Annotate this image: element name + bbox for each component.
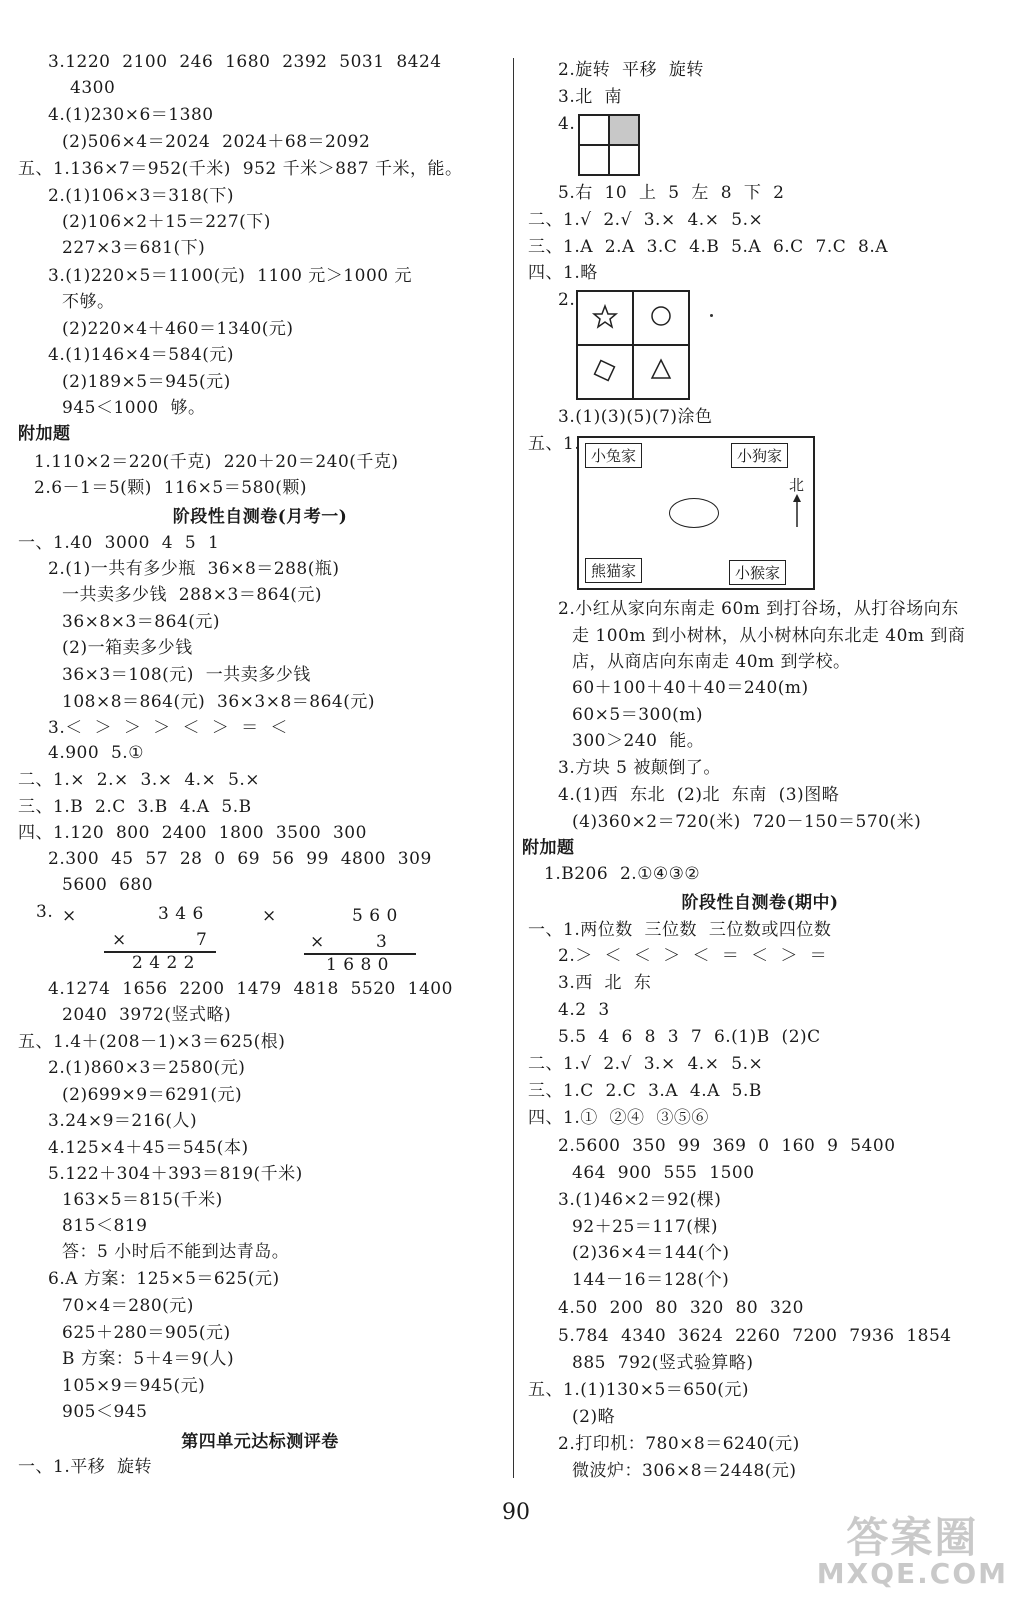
page-number: 90	[502, 1500, 530, 1525]
answer-line: (2)220×4＋460＝1340(元)	[62, 319, 294, 339]
answer-line: 2.300 45 57 28 0 69 56 99 4800 309	[48, 849, 432, 869]
section-title: 阶段性自测卷(期中)	[681, 893, 839, 913]
left-column	[0, 0, 500, 1500]
watermark-url: MXQE.COM	[816, 1557, 1008, 1590]
section-title: 第四单元达标测评卷	[181, 1432, 339, 1452]
answer-line: 走 100m 到小树林，从小树林向东北走 40m 到商	[572, 626, 966, 646]
answer-line: 3.(1)(3)(5)(7)涂色	[558, 407, 713, 427]
star-icon	[594, 306, 616, 327]
answer-line: 5600 680	[62, 875, 154, 895]
answer-line: 300＞240 能。	[572, 731, 705, 751]
answer-line: 105×9＝945(元)	[62, 1376, 206, 1396]
answer-line: (2)106×2＋15＝227(下)	[62, 212, 271, 232]
answer-line: 4.(1)西 东北 (2)北 东南 (3)图略	[558, 785, 840, 805]
answer-line: 163×5＝815(千米)	[62, 1190, 223, 1210]
dot-mark	[710, 314, 713, 317]
answer-line: 5.122＋304＋393＝819(千米)	[48, 1164, 303, 1184]
answer-line: 2.(1)860×3＝2580(元)	[48, 1058, 246, 1078]
calc-a-top: 3 4 6	[158, 904, 204, 924]
watermark-logo	[817, 1505, 1008, 1590]
vertical-calc-label: 3.	[36, 902, 54, 922]
answer-line: 3.(1)220×5＝1100(元) 1100 元＞1000 元	[48, 266, 412, 286]
answer-line: 一、1.40 3000 4 5 1	[18, 533, 220, 553]
answer-line: 108×8＝864(元) 36×3×8＝864(元)	[62, 692, 375, 712]
answer-line: 五、1.	[528, 434, 581, 454]
answer-line: (4)360×2＝720(米) 720－150＝570(米)	[572, 812, 922, 832]
answer-line: 3.＜ ＞ ＞ ＞ ＜ ＞ ＝ ＜	[48, 718, 288, 738]
answer-line: 60×5＝300(m)	[572, 705, 704, 725]
calc-b-bottom: 3	[376, 932, 388, 952]
answer-line: 1.110×2＝220(千克) 220＋20＝240(千克)	[34, 452, 399, 472]
answer-line: 五、1.136×7＝952(千米) 952 千米＞887 千米，能。	[18, 159, 463, 179]
answer-line: B 方案：5＋4＝9(人)	[62, 1349, 235, 1369]
answer-line: 4.(1)230×6＝1380	[48, 105, 214, 125]
answer-line: 2.＞ ＜ ＜ ＞ ＜ ＝ ＜ ＞ ＝	[558, 946, 828, 966]
answer-line: 5.784 4340 3624 2260 7200 7936 1854	[558, 1326, 952, 1346]
answer-line: 227×3＝681(下)	[62, 238, 206, 258]
calc-a-bottom: 7	[196, 930, 208, 950]
answer-line: 不够。	[62, 292, 115, 312]
answer-line: 905＜945	[62, 1402, 148, 1422]
answer-line: 附加题	[522, 838, 575, 858]
answer-line: 2.(1)106×3＝318(下)	[48, 186, 235, 206]
ellipse-shape	[669, 498, 719, 528]
answer-line: 2.打印机：780×8＝6240(元)	[558, 1434, 800, 1454]
answer-line: 6.A 方案：125×5＝625(元)	[48, 1269, 280, 1289]
vertical-calc-sign-2: ×	[262, 906, 277, 926]
answer-line: (2)699×9＝6291(元)	[62, 1085, 243, 1105]
answer-line: 4.1274 1656 2200 1479 4818 5520 1400	[48, 979, 453, 999]
answer-line: 3.1220 2100 246 1680 2392 5031 8424	[48, 52, 442, 72]
section-title: 阶段性自测卷(月考一)	[172, 507, 348, 527]
circle-icon	[652, 307, 670, 325]
answer-line: 60＋100＋40＋40＝240(m)	[572, 678, 809, 698]
answer-line: (2)略	[572, 1407, 616, 1427]
answer-line: 答：5 小时后不能到达青岛。	[62, 1242, 290, 1262]
answer-line: 4.(1)146×4＝584(元)	[48, 345, 235, 365]
vertical-calc	[0, 898, 500, 978]
answer-line: 2.旋转 平移 旋转	[558, 60, 704, 80]
right-column	[510, 0, 1010, 1500]
answer-line: 二、1.× 2.× 3.× 4.× 5.×	[18, 770, 261, 790]
answer-line: (2)一箱卖多少钱	[62, 638, 193, 658]
north-arrow-icon	[791, 494, 803, 528]
answer-line: 4.2 3	[558, 1000, 610, 1020]
answer-line: 945＜1000 够。	[62, 398, 206, 418]
answer-line: 3.24×9＝216(人)	[48, 1111, 198, 1131]
answer-line: 3.北 南	[558, 87, 623, 107]
answer-line: 店，从商店向东南走 40m 到学校。	[572, 652, 851, 672]
grid-2x2-figure	[578, 114, 640, 176]
answer-line: 4.125×4＋45＝545(本)	[48, 1138, 249, 1158]
answer-line: 4300	[70, 78, 116, 98]
answer-line: 附加题	[18, 424, 71, 444]
answer-line: 2.(1)一共有多少瓶 36×8＝288(瓶)	[48, 559, 340, 579]
answer-line: 885 792(竖式验算略)	[572, 1353, 754, 1373]
answer-line: (2)189×5＝945(元)	[62, 372, 231, 392]
answer-line: 36×8×3＝864(元)	[62, 612, 220, 632]
answer-line: 92＋25＝117(棵)	[572, 1217, 718, 1237]
answer-line: 二、1.√ 2.√ 3.× 4.× 5.×	[528, 1054, 764, 1074]
answer-line: 4.50 200 80 320 80 320	[558, 1298, 804, 1318]
answer-line: 144－16＝128(个)	[572, 1270, 730, 1290]
answer-line: 4.	[558, 114, 576, 134]
answer-line: 二、1.√ 2.√ 3.× 4.× 5.×	[528, 210, 764, 230]
answer-line: (2)506×4＝2024 2024＋68＝2092	[62, 132, 371, 152]
answer-line: 五、1.4＋(208－1)×3＝625(根)	[18, 1032, 286, 1052]
answer-line: 36×3＝108(元) 一共卖多少钱	[62, 665, 311, 685]
answer-line: 70×4＝280(元)	[62, 1296, 194, 1316]
answer-line: 2.6－1＝5(颗) 116×5＝580(颗)	[34, 478, 307, 498]
answer-line: 四、1.120 800 2400 1800 3500 300	[18, 823, 367, 843]
answer-line: 一、1.平移 旋转	[18, 1457, 153, 1477]
answer-line: 625＋280＝905(元)	[62, 1323, 231, 1343]
answer-line: 四、1.① ②④ ③⑤⑥	[528, 1108, 709, 1128]
answer-line: 815＜819	[62, 1216, 148, 1236]
calc-b-result: 1 6 8 0	[326, 955, 389, 975]
answer-line: 一共卖多少钱 288×3＝864(元)	[62, 585, 323, 605]
map-label-rabbit: 小兔家	[585, 443, 642, 468]
map-label-monkey: 小猴家	[729, 560, 786, 585]
answer-line: 三、1.C 2.C 3.A 4.A 5.B	[528, 1081, 762, 1101]
answer-line: 3.西 北 东	[558, 973, 652, 993]
answer-line: 三、1.B 2.C 3.B 4.A 5.B	[18, 797, 252, 817]
map-figure	[577, 436, 815, 590]
answer-line: 微波炉：306×8＝2448(元)	[572, 1461, 797, 1481]
answer-line: 464 900 555 1500	[572, 1163, 755, 1183]
answer-line: 三、1.A 2.A 3.C 4.B 5.A 6.C 7.C 8.A	[528, 237, 889, 257]
triangle-icon	[652, 360, 670, 378]
answer-line: 4.900 5.①	[48, 743, 144, 763]
calc-a-result: 2 4 2 2	[132, 953, 195, 973]
answer-line: 5.右 10 上 5 左 8 下 2	[558, 183, 785, 203]
answer-line: 2.	[558, 290, 576, 310]
answer-line: 四、1.略	[528, 263, 598, 283]
vertical-calc-sign: ×	[62, 906, 77, 926]
column-divider	[513, 58, 514, 1478]
calc-a-mul: ×	[112, 930, 127, 950]
north-label: 北	[789, 476, 805, 494]
calc-b-mul: ×	[310, 932, 325, 952]
answer-line: 五、1.(1)130×5＝650(元)	[528, 1380, 750, 1400]
answer-line: (2)36×4＝144(个)	[572, 1243, 730, 1263]
calc-b-top: 5 6 0	[352, 906, 398, 926]
watermark-text: 答案圈	[846, 1513, 979, 1562]
answer-line: 3.方块 5 被颠倒了。	[558, 758, 721, 778]
square-icon	[595, 361, 615, 381]
answer-line: 2.5600 350 99 369 0 160 9 5400	[558, 1136, 896, 1156]
answer-line: 一、1.两位数 三位数 三位数或四位数	[528, 920, 832, 940]
shapes-grid-figure	[576, 290, 690, 400]
map-label-panda: 熊猫家	[585, 558, 642, 583]
answer-line: 3.(1)46×2＝92(棵)	[558, 1190, 722, 1210]
answer-line: 1.B206 2.①④③②	[544, 864, 701, 884]
map-label-dog: 小狗家	[731, 443, 788, 468]
answer-line: 2.小红从家向东南走 60m 到打谷场，从打谷场向东	[558, 599, 959, 619]
answer-line: 5.5 4 6 8 3 7 6.(1)B (2)C	[558, 1027, 821, 1047]
answer-line: 2040 3972(竖式略)	[62, 1005, 232, 1025]
